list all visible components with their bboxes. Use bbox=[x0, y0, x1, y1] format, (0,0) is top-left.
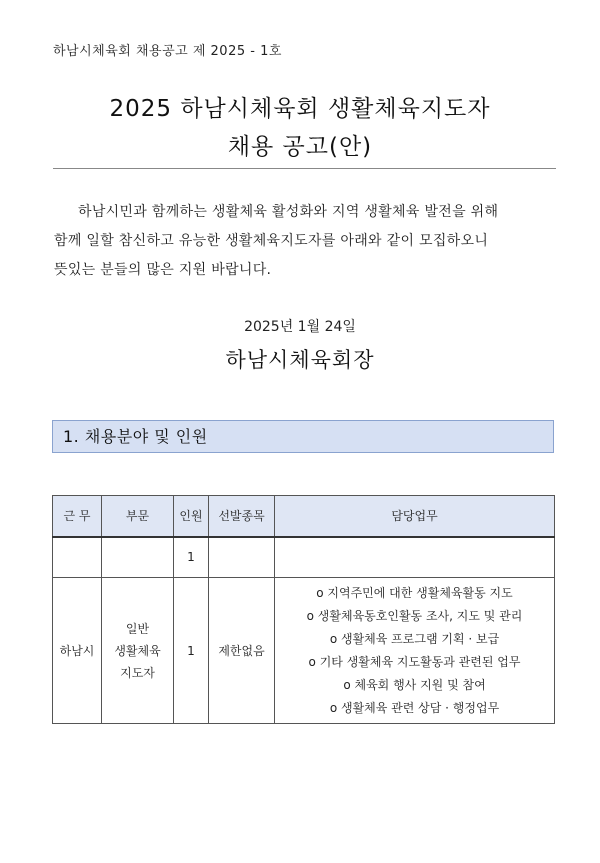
intro-paragraph bbox=[54, 198, 556, 285]
recruitment-table bbox=[52, 495, 555, 724]
cell-sport: 제한없음 bbox=[209, 578, 275, 724]
document-number: 하남시체육회 채용공고 제 2025 - 1호 bbox=[53, 44, 282, 59]
header-count: 인원 bbox=[174, 496, 209, 537]
duty-list bbox=[275, 582, 554, 720]
cell-category bbox=[102, 537, 174, 578]
duty-item: o 기타 생활체육 지도활동과 관련된 업무 bbox=[308, 654, 521, 669]
header-sport: 선발종목 bbox=[209, 496, 275, 537]
cell-count: 1 bbox=[174, 537, 209, 578]
table-header-row bbox=[53, 496, 555, 537]
category-line: 생활체육 bbox=[114, 643, 161, 658]
intro-line: 뜻있는 분들의 많은 지원 바랍니다. bbox=[54, 262, 272, 278]
category-line: 지도자 bbox=[120, 665, 155, 680]
cell-duties bbox=[275, 537, 555, 578]
intro-line: 하남시민과 함께하는 생활체육 활성화와 지역 생활체육 발전을 위해 bbox=[78, 204, 499, 220]
header-duties: 담당업무 bbox=[275, 496, 555, 537]
intro-line: 함께 일할 참신하고 유능한 생활체육지도자를 아래와 같이 모집하오니 bbox=[54, 233, 489, 249]
table-row bbox=[53, 537, 555, 578]
cell-count: 1 bbox=[174, 578, 209, 724]
cell-sport bbox=[209, 537, 275, 578]
duty-item: o 체육회 행사 지원 및 참여 bbox=[343, 677, 486, 692]
cell-category bbox=[102, 578, 174, 724]
duty-item: o 생활체육 관련 상담 · 행정업무 bbox=[329, 700, 500, 715]
table-row bbox=[53, 578, 555, 724]
duty-item: o 지역주민에 대한 생활체육활동 지도 bbox=[316, 585, 513, 600]
header-category: 부문 bbox=[102, 496, 174, 537]
page-title: 2025 하남시체육회 생활체육지도자 bbox=[109, 96, 491, 122]
duty-item: o 생활체육 프로그램 기획 · 보급 bbox=[329, 631, 500, 646]
cell-location: 하남시 bbox=[53, 578, 102, 724]
cell-duties bbox=[275, 578, 555, 724]
duty-item: o 생활체육동호인활동 조사, 지도 및 관리 bbox=[306, 608, 523, 623]
announcement-date: 2025년 1월 24일 bbox=[244, 319, 356, 335]
section-heading-recruitment: 1. 채용분야 및 인원 bbox=[52, 420, 554, 453]
category-line: 일반 bbox=[125, 621, 150, 636]
page-subtitle: 채용 공고(안) bbox=[227, 134, 373, 160]
title-divider bbox=[53, 168, 556, 169]
issuing-organization: 하남시체육회장 bbox=[225, 348, 375, 372]
header-location: 근 무 bbox=[53, 496, 102, 537]
cell-location bbox=[53, 537, 102, 578]
